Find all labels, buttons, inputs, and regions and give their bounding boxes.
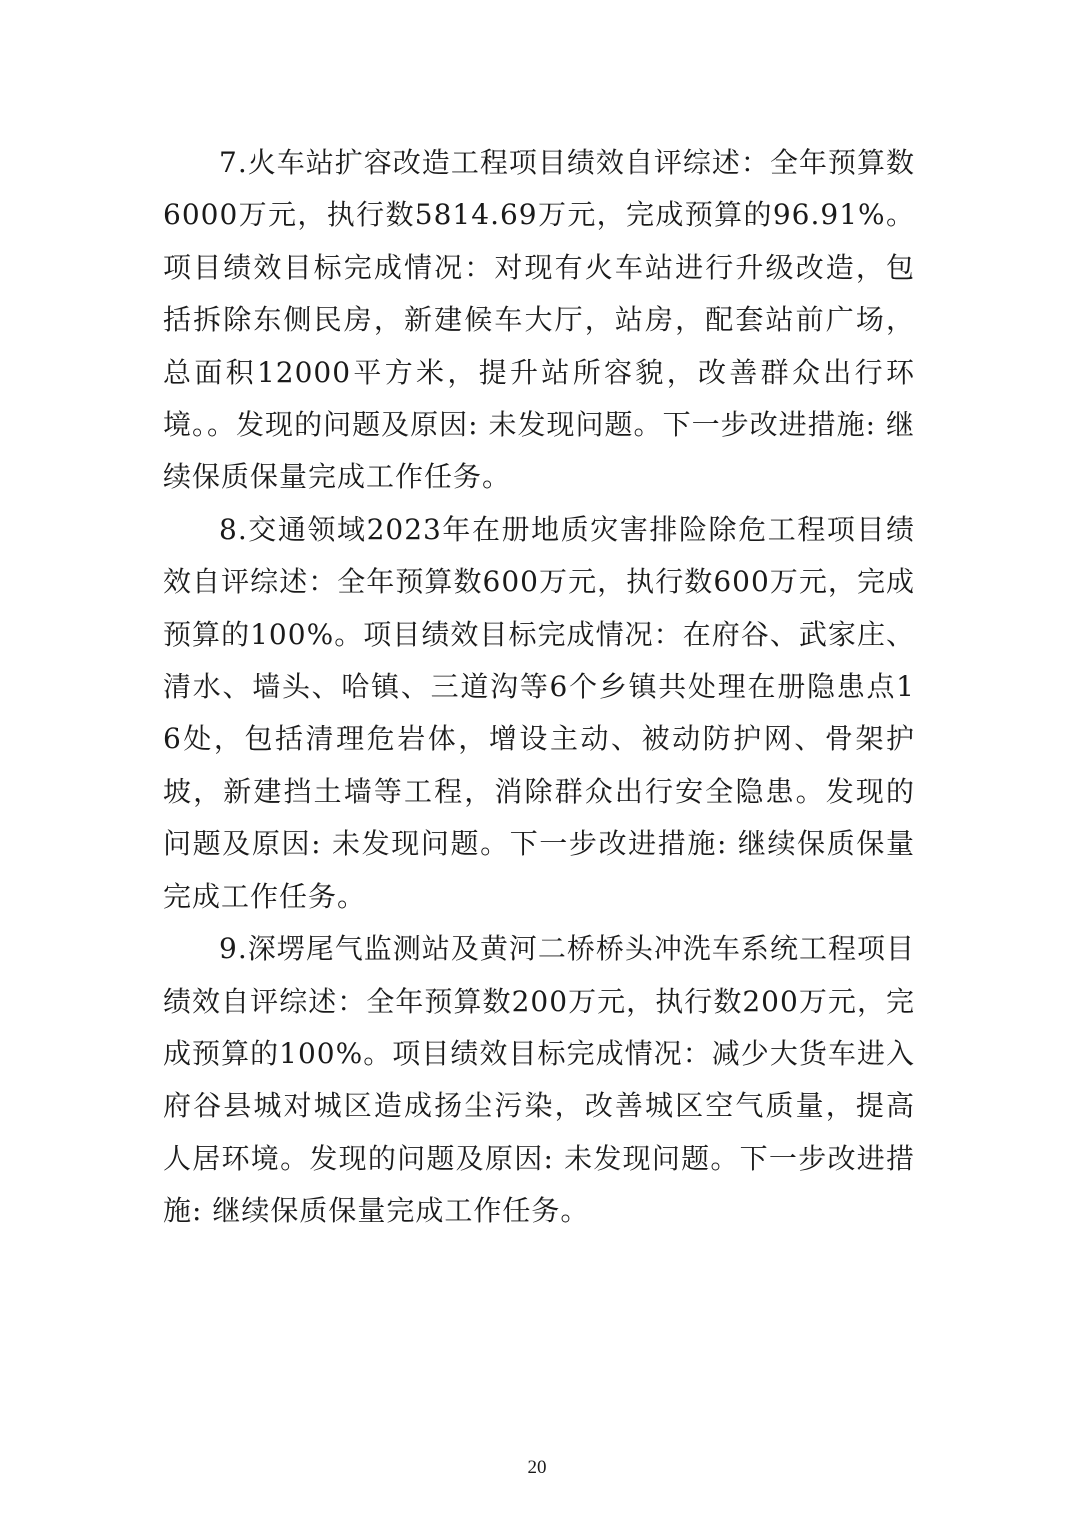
body-text xyxy=(163,137,915,1238)
paragraph-item-9: 9.深塄尾气监测站及黄河二桥桥头冲洗车系统工程项目绩效自评综述：全年预算数200万元，执行数200万元，完成预算的100%。项目绩效目标完成情况：减少大货车进入府谷县城对城区造成扬尘污染，改善城区空气质量，提高人居环境。发现的问题及原因: 未发现问题。下一步改进措施: 继续保质保量完成工作任务。 xyxy=(163,932,915,1228)
paragraph-item-8: 8.交通领域2023年在册地质灾害排险除危工程项目绩效自评综述：全年预算数600万元，执行数600万元，完成预算的100%。项目绩效目标完成情况：在府谷、武家庄、清水、墙头、哈镇、三道沟等6个乡镇共处理在册隐患点16处，包括清理危岩体，增设主动、被动防护网、骨架护坡，新建挡土墙等工程，消除群众出行安全隐患。发现的问题及原因: 未发现问题。下一步改进措施: 继续保质保量完成工作任务。 xyxy=(163,512,915,913)
paragraph-item-7: 7.火车站扩容改造工程项目绩效自评综述：全年预算数6000万元，执行数5814.69万元，完成预算的96.91%。项目绩效目标完成情况：对现有火车站进行升级改造，包括拆除东侧民房，新建候车大厅，站房，配套站前广场，总面积12000平方米，提升站所容貌，改善群众出行环境。。发现的问题及原因: 未发现问题。下一步改进措施: 继续保质保量完成工作任务。 xyxy=(163,146,915,494)
page-number: 20 xyxy=(527,1457,547,1478)
